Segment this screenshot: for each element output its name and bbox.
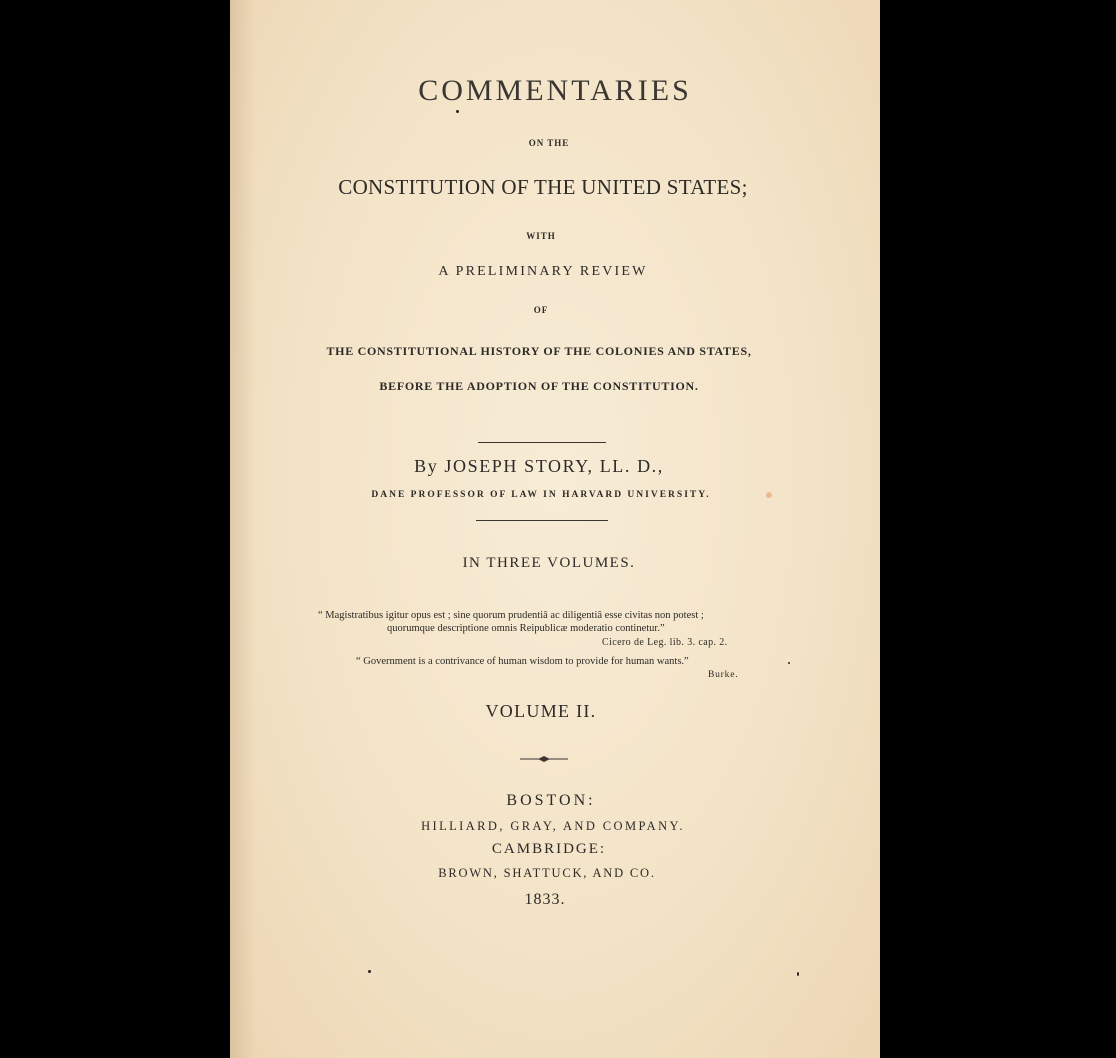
epigraph-2-line-1: “ Government is a contrivance of human wisdom to provide for human wants.”	[356, 656, 689, 667]
volume-count: IN THREE VOLUMES.	[462, 555, 636, 571]
imprint-publisher-2: BROWN, SHATTUCK, AND CO.	[438, 866, 656, 880]
book-subtitle: CONSTITUTION OF THE UNITED STATES;	[338, 175, 748, 199]
history-line-2: BEFORE THE ADOPTION OF THE CONSTITUTION.	[379, 379, 699, 393]
imprint-city: BOSTON:	[506, 792, 596, 809]
ink-speck	[797, 972, 799, 976]
epigraph-1-line-1: “ Magistratibus igitur opus est ; sine quorum prudentiâ ac diligentiâ esse civitas non potest ;	[318, 610, 704, 621]
title-page	[230, 0, 880, 1058]
ink-speck	[368, 970, 371, 973]
ink-speck	[788, 662, 790, 664]
imprint-city-2: CAMBRIDGE:	[491, 841, 607, 857]
ink-speck	[456, 110, 459, 113]
epigraph-1-attribution: Cicero de Leg. lib. 3. cap. 2.	[602, 637, 728, 648]
volume-number: VOLUME II.	[485, 701, 597, 721]
epigraph-2-attribution: Burke.	[708, 670, 739, 680]
with-text: WITH	[526, 231, 556, 241]
imprint-year: 1833.	[524, 891, 566, 908]
imprint-publisher: HILLIARD, GRAY, AND COMPANY.	[421, 819, 685, 833]
divider-rule-top	[478, 442, 606, 443]
author-line: By JOSEPH STORY, LL. D.,	[414, 456, 664, 476]
author-title: DANE PROFESSOR OF LAW IN HARVARD UNIVERSITY.	[371, 490, 711, 500]
book-title: COMMENTARIES	[418, 74, 692, 107]
preliminary-review: A PRELIMINARY REVIEW	[438, 264, 648, 279]
on-the-text: ON THE	[528, 138, 570, 148]
ornament-icon	[520, 754, 568, 764]
epigraph-1-line-2: quorumque descriptione omnis Reipublicæ moderatio continetur.”	[387, 623, 665, 634]
history-line-1: THE CONSTITUTIONAL HISTORY OF THE COLONIES AND STATES,	[326, 344, 752, 358]
of-text: OF	[533, 305, 549, 315]
foxing-spot	[766, 492, 772, 498]
divider-rule-bottom	[476, 520, 608, 521]
